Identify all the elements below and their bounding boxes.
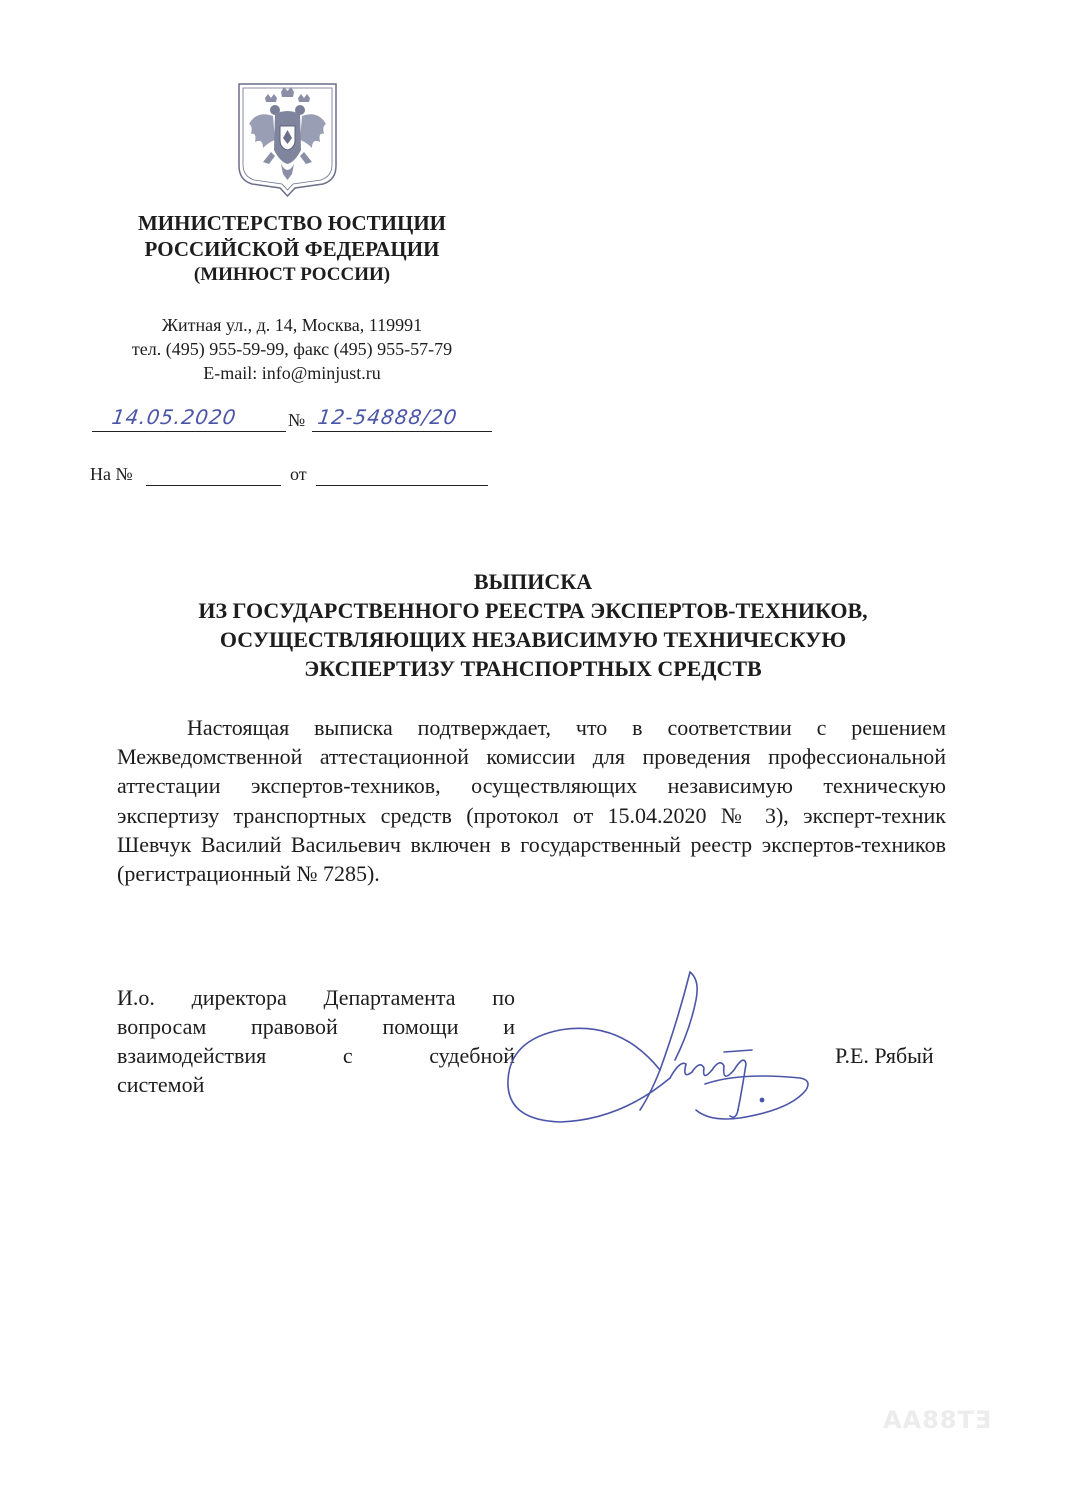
ministry-name-line1: МИНИСТЕРСТВО ЮСТИЦИИ [137, 211, 446, 235]
ministry-name-line2: РОССИЙСКОЙ ФЕДЕРАЦИИ [144, 237, 440, 261]
reference-date-label: от [290, 464, 307, 484]
address-email: E-mail: info@minjust.ru [203, 363, 381, 383]
document-subtitle-line1: ИЗ ГОСУДАРСТВЕННОГО РЕЕСТРА ЭКСПЕРТОВ-ТЕХНИКОВ, [198, 598, 868, 623]
handwritten-signature [500, 960, 820, 1135]
signatory-position: И.о. директора Департамента по вопросам правовой помощи и взаимодействия с судебной [117, 985, 515, 1068]
reference-number-underline [146, 484, 281, 486]
document-subtitle-line2: ОСУЩЕСТВЛЯЮЩИХ НЕЗАВИСИМУЮ ТЕХНИЧЕСКУЮ [219, 627, 847, 652]
document-subtitle-line3: ЭКСПЕРТИЗУ ТРАНСПОРТНЫХ СРЕДСТВ [304, 656, 762, 681]
show-through-mark: ET88AA [882, 1406, 992, 1434]
ministry-name-abbrev: (МИНЮСТ РОССИИ) [193, 264, 391, 285]
signatory-name: Р.Е. Рябый [835, 1043, 934, 1068]
signatory-position-end: системой [117, 1072, 205, 1097]
body-paragraph: Настоящая выписка подтверждает, что в соответствии с решением Межведомственной аттестационной комиссии для проведения профессиональной аттестации экспертов-техников, осуществляющих независимую техническую экспертизу транспортных средств (протокол от 15.04.2020 № 3), эксперт-техник Шевчук Василий Васильевич включен в государственный реестр экспертов-техников (регистрационный № 7285). [117, 715, 946, 887]
address-street: Житная ул., д. 14, Москва, 119991 [161, 315, 423, 335]
address-phone-fax: тел. (495) 955-59-99, факс (495) 955-57-79 [131, 339, 453, 359]
reference-number-label: На № [90, 464, 133, 484]
number-underline [312, 430, 492, 432]
handwritten-outgoing-number: 12-54888/20 [316, 405, 460, 429]
coat-of-arms-icon [235, 80, 340, 198]
reference-date-underline [316, 484, 488, 486]
document-title: ВЫПИСКА [473, 569, 593, 594]
number-sign: № [288, 410, 306, 430]
date-underline [92, 430, 286, 432]
handwritten-date: 14.05.2020 [110, 405, 239, 429]
